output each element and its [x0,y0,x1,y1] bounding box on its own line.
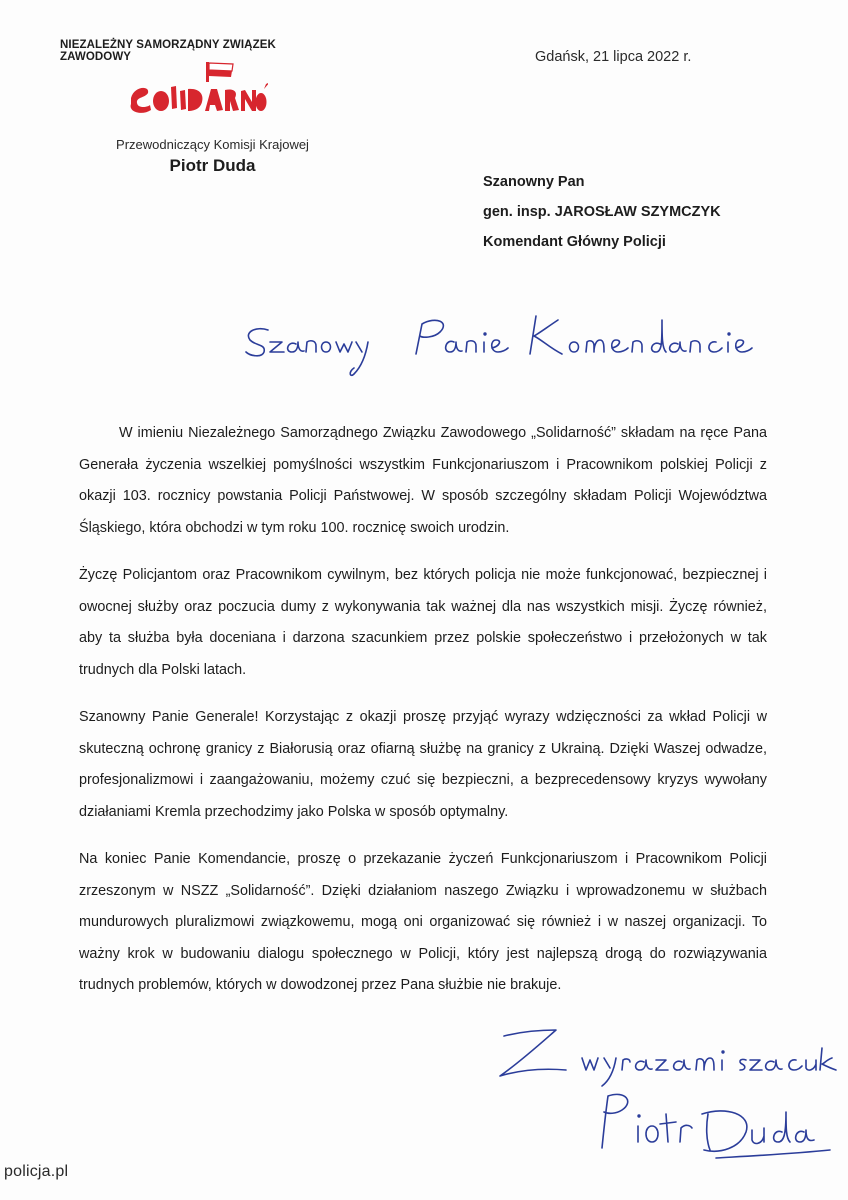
paragraph-3: Szanowny Panie Generale! Korzystając z okazji proszę przyjąć wyrazy wdzięczności za wkład Policji w skuteczną ochronę granicy z Białorusią oraz ofiarną służbę na granicy z Ukrainą. Dzięki Waszej odwadze, profesjonalizmowi i zaangażowaniu, możemy czuć się bezpieczni, a bezprecedensowy kryzys wywołany działaniami Kremla przechodzimy jako Polska w sposób optymalny. [79,709,767,820]
solidarnosc-logo [128,60,268,120]
addressee-greeting: Szanowny Pan [483,174,585,190]
paragraph-1: W imieniu Niezależnego Samorządnego Związku Zawodowego „Solidarność” składam na ręce Pana Generała życzenia wszelkiej pomyślności wszystkim Funkcjonariuszom i Pracownikom polskiej Policji z okazji 103. rocznicy powstania Policji Państwowej. W sposób szczególny składam Policji Województwa Śląskiego, która obchodzi w tym roku 100. rocznicę swoich urodzin. [79,425,767,536]
addressee-block [483,167,823,257]
place-date: Gdańsk, 21 lipca 2022 r. [535,49,692,65]
paragraph-2: Życzę Policjantom oraz Pracownikom cywilnym, bez których policja nie może funkcjonować, bezpiecznej i owocnej służby oraz poczucia dumy z wykonywania tak ważnej dla nas wszystkich misji. Życzę również, aby ta służba była doceniana i darzona szacunkiem przez polskie społeczeństwo i przełożonych w tak trudnych dla Polski latach. [79,567,767,678]
chair-role: Przewodniczący Komisji Krajowej [116,137,309,152]
paragraph-4: Na koniec Panie Komendancie, proszę o przekazanie życzeń Funkcjonariuszom i Pracownikom Policji zrzeszonym w NSZZ „Solidarność”. Dzięki działaniom naszego Związku i wprowadzonemu w służbach mundurowych pluralizmowi związkowemu, mogą oni organizować się również i w naszej organizacji. To ważny krok w budowaniu dialogu społecznego w Policji, który jest najlepszą drogą do rozwiązywania trudnych problemów, których w dowodzonej przez Pana służbie nie brakuje. [79,851,767,993]
addressee-name: gen. insp. JAROSŁAW SZYMCZYK [483,204,721,220]
addressee-title: Komendant Główny Policji [483,234,666,250]
watermark-policja-pl: policja.pl [4,1163,69,1180]
letter-body [79,418,767,1018]
organization-name: NIEZALEŻNY SAMORZĄDNY ZWIĄZEK ZAWODOWY [60,39,276,63]
chair-name: Piotr Duda [169,156,256,175]
handwritten-signature [490,1018,840,1163]
handwritten-salutation [240,302,760,382]
